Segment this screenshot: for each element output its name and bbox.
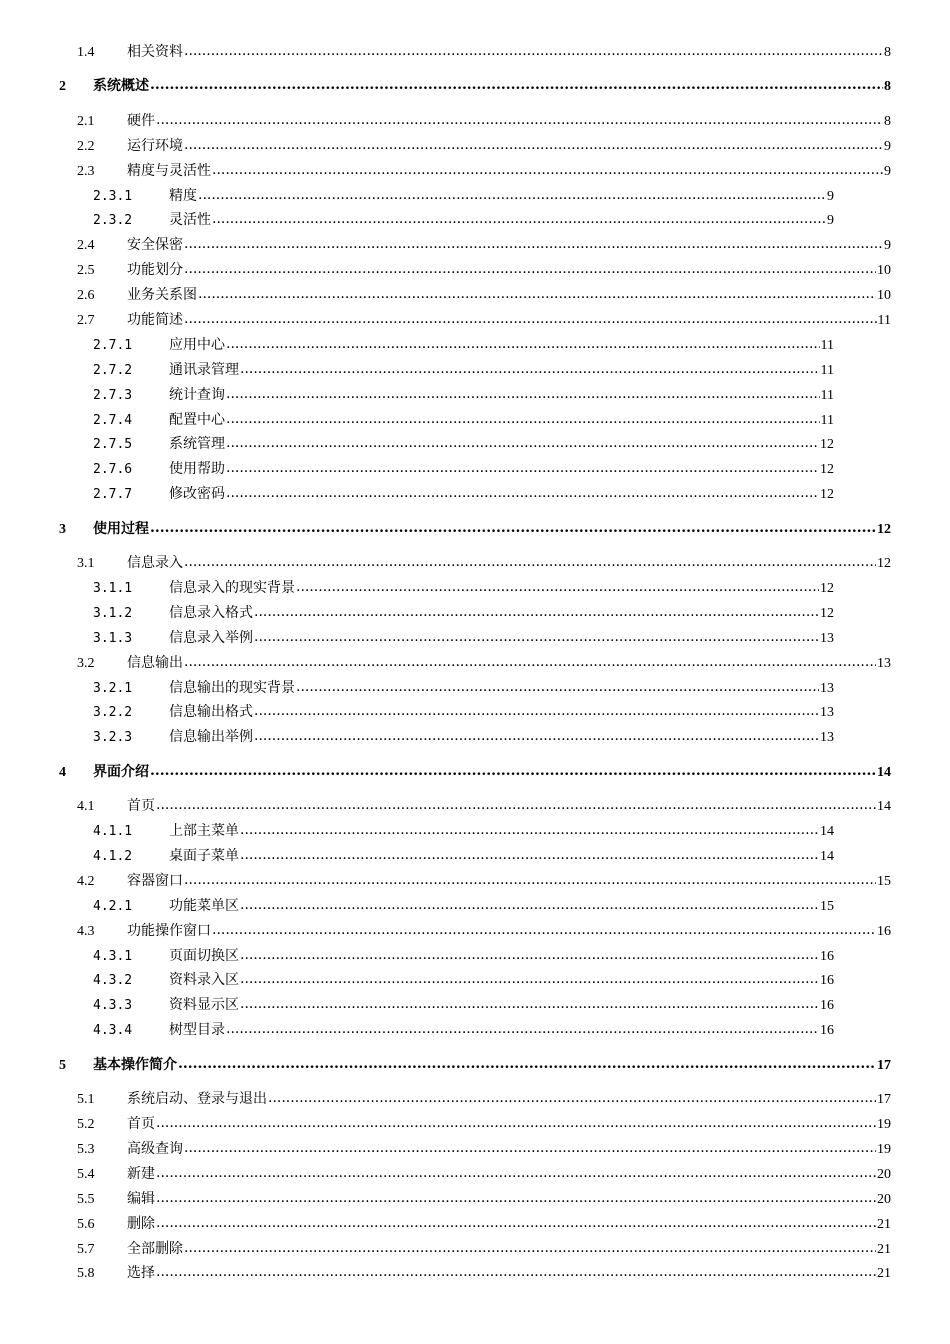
toc-entry[interactable] bbox=[93, 410, 834, 430]
toc-entry-number: 2.7.4 bbox=[93, 413, 133, 428]
toc-entry-page-number: 10 bbox=[877, 263, 891, 278]
dot-leader bbox=[198, 185, 826, 205]
toc-entry[interactable] bbox=[93, 995, 834, 1015]
toc-entry-number: 2 bbox=[59, 79, 66, 94]
dot-leader bbox=[150, 518, 876, 538]
toc-entry[interactable] bbox=[93, 821, 834, 841]
toc-entry-number: 4.3.1 bbox=[93, 949, 133, 964]
toc-entry-number: 2.6 bbox=[77, 288, 95, 303]
toc-entry-page-number: 10 bbox=[877, 288, 891, 303]
dot-leader bbox=[240, 895, 819, 915]
toc-entry[interactable] bbox=[77, 553, 891, 573]
toc-entry-page-number: 12 bbox=[820, 437, 834, 452]
toc-entry-page-number: 16 bbox=[820, 1023, 834, 1038]
toc-entry-number: 2.3 bbox=[77, 164, 95, 179]
dot-leader bbox=[184, 309, 877, 329]
toc-entry-title: 精度与灵活性 bbox=[127, 163, 211, 179]
toc-entry-title: 界面介绍 bbox=[93, 764, 149, 780]
toc-entry-number: 4.2 bbox=[77, 874, 95, 889]
toc-entry[interactable] bbox=[77, 1214, 891, 1234]
toc-entry-number: 1.4 bbox=[77, 45, 95, 60]
toc-entry-title: 系统管理 bbox=[169, 436, 225, 452]
toc-entry-title: 使用帮助 bbox=[169, 461, 225, 477]
toc-entry[interactable] bbox=[77, 285, 891, 305]
toc-entry-number: 2.7.5 bbox=[93, 437, 133, 452]
toc-entry-title: 安全保密 bbox=[127, 237, 183, 253]
toc-entry-page-number: 11 bbox=[877, 313, 891, 328]
dot-leader bbox=[212, 920, 876, 940]
dot-leader bbox=[240, 945, 819, 965]
toc-entry[interactable] bbox=[59, 762, 891, 782]
toc-entry-title: 功能简述 bbox=[127, 312, 183, 328]
toc-entry[interactable] bbox=[93, 702, 834, 722]
toc-entry-title: 灵活性 bbox=[169, 212, 211, 228]
dot-leader bbox=[212, 209, 826, 229]
toc-entry[interactable] bbox=[77, 1239, 891, 1259]
toc-entry-page-number: 9 bbox=[884, 238, 891, 253]
toc-entry-title: 树型目录 bbox=[169, 1022, 225, 1038]
toc-entry-title: 信息录入举例 bbox=[169, 630, 253, 646]
dot-leader bbox=[240, 820, 819, 840]
toc-entry-number: 2.7.1 bbox=[93, 338, 133, 353]
toc-entry[interactable] bbox=[93, 970, 834, 990]
toc-entry-title: 使用过程 bbox=[93, 521, 149, 537]
toc-entry-page-number: 13 bbox=[820, 681, 834, 696]
toc-entry[interactable] bbox=[93, 459, 834, 479]
toc-entry[interactable] bbox=[93, 628, 834, 648]
toc-entry[interactable] bbox=[77, 921, 891, 941]
toc-entry[interactable] bbox=[77, 161, 891, 181]
toc-entry-number: 2.3.2 bbox=[93, 213, 133, 228]
toc-entry[interactable] bbox=[93, 385, 834, 405]
dot-leader bbox=[184, 1138, 876, 1158]
toc-entry-page-number: 12 bbox=[877, 522, 891, 537]
toc-entry[interactable] bbox=[77, 260, 891, 280]
toc-entry-page-number: 21 bbox=[877, 1266, 891, 1281]
toc-entry[interactable] bbox=[93, 186, 834, 206]
toc-entry-title: 容器窗口 bbox=[127, 873, 183, 889]
toc-entry-number: 5.7 bbox=[77, 1242, 95, 1257]
toc-entry-page-number: 11 bbox=[820, 413, 834, 428]
toc-entry-title: 信息录入格式 bbox=[169, 605, 253, 621]
dot-leader bbox=[254, 726, 819, 746]
toc-entry-page-number: 8 bbox=[884, 114, 891, 129]
toc-entry[interactable] bbox=[77, 42, 891, 62]
toc-entry-number: 4.3.4 bbox=[93, 1023, 133, 1038]
toc-entry-number: 2.4 bbox=[77, 238, 95, 253]
toc-entry-page-number: 11 bbox=[820, 363, 834, 378]
dot-leader bbox=[254, 602, 819, 622]
toc-entry[interactable] bbox=[93, 1020, 834, 1040]
toc-entry-number: 5.4 bbox=[77, 1167, 95, 1182]
dot-leader bbox=[184, 41, 883, 61]
toc-entry-title: 桌面子菜单 bbox=[169, 848, 239, 864]
toc-entry-page-number: 16 bbox=[820, 949, 834, 964]
dot-leader bbox=[226, 409, 820, 429]
dot-leader bbox=[226, 458, 819, 478]
toc-entry[interactable] bbox=[93, 603, 834, 623]
toc-entry-number: 2.7.6 bbox=[93, 462, 133, 477]
dot-leader bbox=[226, 384, 820, 404]
toc-entry-title: 系统启动、登录与退出 bbox=[127, 1091, 267, 1107]
dot-leader bbox=[226, 334, 820, 354]
toc-entry-page-number: 12 bbox=[820, 606, 834, 621]
toc-entry[interactable] bbox=[77, 310, 891, 330]
toc-entry-title: 统计查询 bbox=[169, 387, 225, 403]
toc-entry-title: 相关资料 bbox=[127, 44, 183, 60]
toc-entry[interactable] bbox=[93, 578, 834, 598]
toc-entry-number: 4.2.1 bbox=[93, 899, 133, 914]
toc-entry-title: 业务关系图 bbox=[127, 287, 197, 303]
toc-entry-title: 应用中心 bbox=[169, 337, 225, 353]
toc-entry-number: 5.2 bbox=[77, 1117, 95, 1132]
toc-entry-page-number: 17 bbox=[877, 1092, 891, 1107]
dot-leader bbox=[150, 761, 876, 781]
toc-entry-title: 首页 bbox=[127, 798, 155, 814]
dot-leader bbox=[156, 1163, 876, 1183]
toc-entry-page-number: 15 bbox=[877, 874, 891, 889]
dot-leader bbox=[226, 483, 819, 503]
toc-entry-number: 3.2.2 bbox=[93, 705, 133, 720]
toc-entry-page-number: 14 bbox=[820, 824, 834, 839]
toc-entry[interactable] bbox=[93, 727, 834, 747]
toc-entry-page-number: 8 bbox=[884, 79, 891, 94]
toc-entry-title: 信息输出格式 bbox=[169, 704, 253, 720]
toc-entry[interactable] bbox=[93, 335, 834, 355]
toc-entry-number: 5.5 bbox=[77, 1192, 95, 1207]
toc-entry-title: 运行环境 bbox=[127, 138, 183, 154]
toc-entry-title: 新建 bbox=[127, 1166, 155, 1182]
toc-entry-title: 信息输出举例 bbox=[169, 729, 253, 745]
toc-entry-page-number: 16 bbox=[820, 998, 834, 1013]
toc-entry-title: 功能划分 bbox=[127, 262, 183, 278]
toc-entry-page-number: 11 bbox=[820, 338, 834, 353]
toc-entry-number: 5.6 bbox=[77, 1217, 95, 1232]
dot-leader bbox=[184, 652, 876, 672]
toc-entry-title: 页面切换区 bbox=[169, 948, 239, 964]
toc-entry-page-number: 13 bbox=[820, 705, 834, 720]
toc-entry[interactable] bbox=[77, 111, 891, 131]
toc-entry[interactable] bbox=[93, 360, 834, 380]
dot-leader bbox=[198, 284, 876, 304]
toc-entry-page-number: 9 bbox=[827, 213, 834, 228]
dot-leader bbox=[150, 75, 883, 95]
toc-entry[interactable] bbox=[59, 76, 891, 96]
toc-entry-page-number: 14 bbox=[820, 849, 834, 864]
dot-leader bbox=[212, 160, 883, 180]
toc-entry-title: 全部删除 bbox=[127, 1241, 183, 1257]
toc-entry-title: 高级查询 bbox=[127, 1141, 183, 1157]
toc-entry-title: 选择 bbox=[127, 1265, 155, 1281]
toc-entry-number: 5.3 bbox=[77, 1142, 95, 1157]
toc-entry-number: 4.1.2 bbox=[93, 849, 133, 864]
dot-leader bbox=[184, 552, 876, 572]
dot-leader bbox=[240, 969, 819, 989]
toc-entry-number: 5.8 bbox=[77, 1266, 95, 1281]
toc-entry-page-number: 19 bbox=[877, 1117, 891, 1132]
toc-entry-number: 3.2.1 bbox=[93, 681, 133, 696]
dot-leader bbox=[296, 677, 819, 697]
toc-entry-page-number: 14 bbox=[877, 799, 891, 814]
toc-entry-number: 4.3.2 bbox=[93, 973, 133, 988]
toc-entry[interactable] bbox=[59, 519, 891, 539]
dot-leader bbox=[226, 1019, 819, 1039]
toc-entry[interactable] bbox=[77, 1164, 891, 1184]
toc-entry-page-number: 20 bbox=[877, 1192, 891, 1207]
toc-entry[interactable] bbox=[77, 136, 891, 156]
toc-entry[interactable] bbox=[93, 946, 834, 966]
toc-entry-title: 信息录入 bbox=[127, 555, 183, 571]
toc-entry-number: 2.7 bbox=[77, 313, 95, 328]
dot-leader bbox=[296, 577, 819, 597]
toc-entry-title: 信息输出 bbox=[127, 655, 183, 671]
dot-leader bbox=[184, 870, 876, 890]
toc-entry-title: 精度 bbox=[169, 188, 197, 204]
toc-entry-page-number: 13 bbox=[820, 730, 834, 745]
toc-entry[interactable] bbox=[77, 1114, 891, 1134]
toc-entry-number: 4.1 bbox=[77, 799, 95, 814]
toc-entry[interactable] bbox=[77, 235, 891, 255]
toc-entry[interactable] bbox=[93, 434, 834, 454]
toc-entry-title: 信息输出的现实背景 bbox=[169, 680, 295, 696]
toc-entry-page-number: 13 bbox=[877, 656, 891, 671]
toc-entry-page-number: 12 bbox=[877, 556, 891, 571]
dot-leader bbox=[226, 433, 819, 453]
dot-leader bbox=[184, 1238, 876, 1258]
toc-entry[interactable] bbox=[93, 484, 834, 504]
dot-leader bbox=[240, 994, 819, 1014]
dot-leader bbox=[156, 1188, 876, 1208]
toc-entry-page-number: 17 bbox=[877, 1058, 891, 1073]
toc-entry-page-number: 8 bbox=[884, 45, 891, 60]
toc-entry-page-number: 12 bbox=[820, 462, 834, 477]
toc-entry[interactable] bbox=[77, 653, 891, 673]
toc-entry[interactable] bbox=[77, 1263, 891, 1283]
toc-entry-title: 删除 bbox=[127, 1216, 155, 1232]
dot-leader bbox=[240, 359, 820, 379]
toc-entry-title: 资料显示区 bbox=[169, 997, 239, 1013]
dot-leader bbox=[156, 1262, 876, 1282]
dot-leader bbox=[240, 845, 819, 865]
toc-entry-number: 5 bbox=[59, 1058, 66, 1073]
toc-entry-number: 2.7.3 bbox=[93, 388, 133, 403]
toc-entry-page-number: 20 bbox=[877, 1167, 891, 1182]
dot-leader bbox=[254, 627, 819, 647]
toc-entry-page-number: 15 bbox=[820, 899, 834, 914]
toc-entry-number: 3.1.1 bbox=[93, 581, 133, 596]
toc-entry[interactable] bbox=[77, 1089, 891, 1109]
toc-entry[interactable] bbox=[93, 896, 834, 916]
dot-leader bbox=[254, 701, 819, 721]
toc-entry-number: 5.1 bbox=[77, 1092, 95, 1107]
toc-entry-number: 2.7.7 bbox=[93, 487, 133, 502]
toc-entry-title: 首页 bbox=[127, 1116, 155, 1132]
toc-entry-number: 4.1.1 bbox=[93, 824, 133, 839]
toc-entry-number: 2.5 bbox=[77, 263, 95, 278]
toc-entry[interactable] bbox=[77, 1139, 891, 1159]
dot-leader bbox=[156, 1113, 876, 1133]
toc-entry-page-number: 16 bbox=[820, 973, 834, 988]
toc-entry-number: 4 bbox=[59, 765, 66, 780]
toc-entry-title: 编辑 bbox=[127, 1191, 155, 1207]
dot-leader bbox=[268, 1088, 876, 1108]
toc-entry-number: 4.3.3 bbox=[93, 998, 133, 1013]
toc-entry[interactable] bbox=[77, 871, 891, 891]
dot-leader bbox=[184, 135, 883, 155]
toc-entry-title: 修改密码 bbox=[169, 486, 225, 502]
toc-entry-number: 2.1 bbox=[77, 114, 95, 129]
dot-leader bbox=[178, 1054, 876, 1074]
toc-entry-page-number: 13 bbox=[820, 631, 834, 646]
toc-entry-page-number: 9 bbox=[884, 139, 891, 154]
toc-entry-page-number: 12 bbox=[820, 581, 834, 596]
toc-entry-page-number: 9 bbox=[884, 164, 891, 179]
toc-entry-page-number: 11 bbox=[820, 388, 834, 403]
toc-entry-title: 功能操作窗口 bbox=[127, 923, 211, 939]
toc-entry-title: 功能菜单区 bbox=[169, 898, 239, 914]
toc-entry-number: 4.3 bbox=[77, 924, 95, 939]
toc-entry-page-number: 21 bbox=[877, 1217, 891, 1232]
toc-entry-page-number: 12 bbox=[820, 487, 834, 502]
toc-entry-title: 配置中心 bbox=[169, 412, 225, 428]
dot-leader bbox=[156, 795, 876, 815]
toc-entry[interactable] bbox=[93, 846, 834, 866]
toc-entry-number: 2.3.1 bbox=[93, 189, 133, 204]
toc-entry-number: 3.1.3 bbox=[93, 631, 133, 646]
toc-entry-number: 3 bbox=[59, 522, 66, 537]
toc-entry-page-number: 19 bbox=[877, 1142, 891, 1157]
toc-entry[interactable] bbox=[93, 678, 834, 698]
dot-leader bbox=[184, 259, 876, 279]
dot-leader bbox=[156, 1213, 876, 1233]
toc-entry-page-number: 21 bbox=[877, 1242, 891, 1257]
toc-entry-page-number: 9 bbox=[827, 189, 834, 204]
toc-entry[interactable] bbox=[59, 1055, 891, 1075]
toc-entry[interactable] bbox=[77, 1189, 891, 1209]
toc-entry-title: 通讯录管理 bbox=[169, 362, 239, 378]
toc-entry-number: 3.1 bbox=[77, 556, 95, 571]
dot-leader bbox=[184, 234, 883, 254]
toc-entry[interactable] bbox=[93, 210, 834, 230]
toc-entry-title: 上部主菜单 bbox=[169, 823, 239, 839]
toc-entry-title: 资料录入区 bbox=[169, 972, 239, 988]
toc-entry-number: 2.7.2 bbox=[93, 363, 133, 378]
toc-entry-number: 3.1.2 bbox=[93, 606, 133, 621]
toc-entry-title: 基本操作简介 bbox=[93, 1057, 177, 1073]
toc-entry-title: 硬件 bbox=[127, 113, 155, 129]
dot-leader bbox=[156, 110, 883, 130]
toc-entry[interactable] bbox=[77, 796, 891, 816]
toc-entry-title: 信息录入的现实背景 bbox=[169, 580, 295, 596]
toc-entry-page-number: 16 bbox=[877, 924, 891, 939]
toc-entry-number: 3.2.3 bbox=[93, 730, 133, 745]
toc-entry-title: 系统概述 bbox=[93, 78, 149, 94]
toc-entry-page-number: 14 bbox=[877, 765, 891, 780]
toc-entry-number: 2.2 bbox=[77, 139, 95, 154]
toc-entry-number: 3.2 bbox=[77, 656, 95, 671]
